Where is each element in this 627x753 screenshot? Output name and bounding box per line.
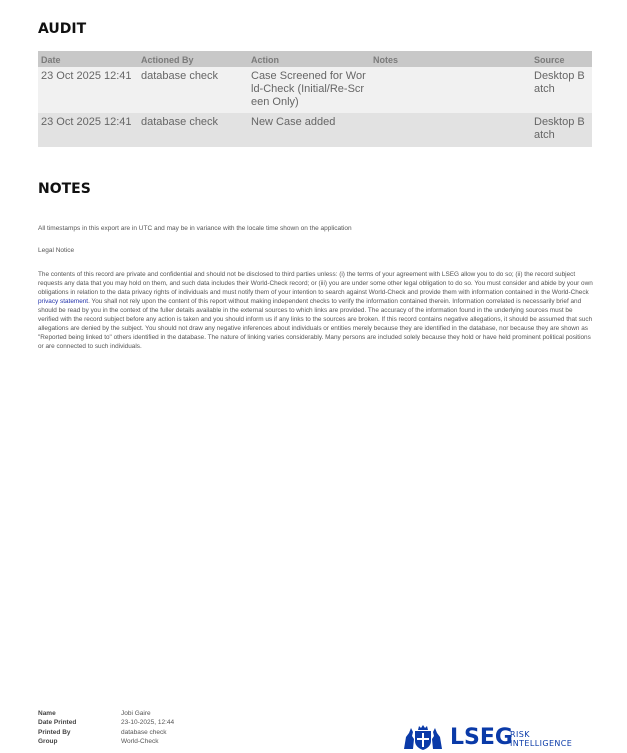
- audit-section-title: AUDIT: [38, 21, 87, 37]
- audit-header-row: [38, 51, 592, 67]
- date-printed-value: 23-10-2025, 12:44: [121, 719, 175, 727]
- lseg-logo: [402, 725, 582, 751]
- column-header-notes: Notes: [370, 51, 531, 67]
- cell-date: 23 Oct 2025 12:41: [38, 113, 138, 147]
- privacy-statement-link[interactable]: privacy statement: [38, 298, 89, 305]
- group-label: Group: [38, 737, 58, 745]
- printed-by-label: Printed By: [38, 728, 71, 736]
- brand-line-2: INTELLIGENCE: [510, 739, 573, 748]
- cell-date: 23 Oct 2025 12:41: [38, 67, 138, 113]
- cell-actioned-by: database check: [138, 113, 248, 147]
- cell-notes: [370, 67, 531, 113]
- crest-icon: [402, 725, 444, 751]
- name-label: Name: [38, 710, 56, 717]
- cell-action: New Case added: [248, 113, 370, 147]
- name-value: Jobi Gaire: [121, 710, 151, 717]
- table-row: [38, 113, 592, 147]
- date-printed-label: Date Printed: [38, 719, 77, 727]
- legal-text-part-1: The contents of this record are private and confidential and should not be disclosed to third parties unless: (i) the terms of your agreement with LSEG allow you to do so; (ii) the record subject requests any data that you may hold on them, and such data includes their World-Check record; or (iii) you are under some other legal obligation to do so. You must consider and abide by your own obligations in relation to the data privacy rights of individuals and must notify them of your intention to search against World-Check and provide them with information contained in the World-Check: [38, 271, 593, 296]
- column-header-source: Source: [531, 51, 592, 67]
- legal-text: [38, 270, 594, 351]
- column-header-action: Action: [248, 51, 370, 67]
- brand-tagline: [510, 730, 572, 748]
- column-header-actioned-by: Actioned By: [138, 51, 248, 67]
- legal-text-part-2: . You shall not rely upon the content of this report without making independent checks to verify the information contained therein. Information correlated is necessarily brief and should be read by you in the context of the fuller details available in the external sources to which links are provided. The accuracy of the information found in the underlying sources must be verified with the record subject before any action is taken and you should inform us if any links to the sources are broken. If this record contains negative allegations, it should be assumed that such allegations are denied by the subject. You should not draw any negative inferences about individuals or entities merely because they are identified in the database, nor because they are shown as "Reported being linked to" others identified in the database. The nature of linking varies considerably. Many persons are included solely because they hold or have held prominent political positions or are connected to such individuals.: [38, 298, 593, 350]
- timezone-note: All timestamps in this export are in UTC and may be in variance with the locale time shown on the application: [38, 225, 352, 232]
- cell-source: Desktop Batch: [531, 67, 592, 113]
- column-header-date: Date: [38, 51, 138, 67]
- cell-actioned-by: database check: [138, 67, 248, 113]
- brand-name: LSEG: [450, 725, 513, 750]
- cell-action: Case Screened for World-Check (Initial/Re-Screen Only): [248, 67, 370, 113]
- cell-source: Desktop Batch: [531, 113, 592, 147]
- table-row: [38, 67, 592, 113]
- group-value: World-Check: [121, 737, 159, 745]
- cell-notes: [370, 113, 531, 147]
- printed-by-value: database check: [121, 728, 167, 736]
- audit-table: [38, 51, 592, 147]
- brand-line-1: RISK: [510, 730, 530, 739]
- notes-section-title: NOTES: [38, 181, 91, 197]
- print-metadata: [38, 709, 241, 746]
- legal-notice-label: Legal Notice: [38, 247, 75, 254]
